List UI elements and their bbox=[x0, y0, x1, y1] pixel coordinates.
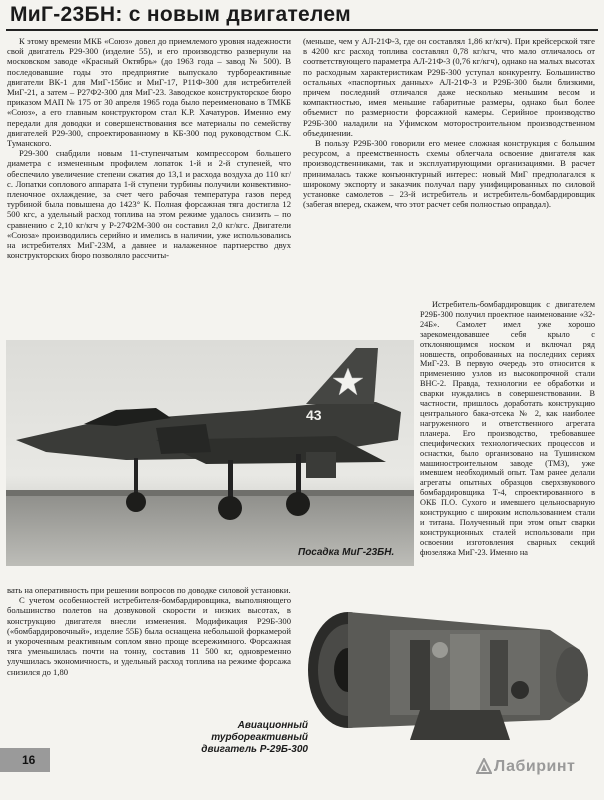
page-number: 16 bbox=[22, 753, 36, 767]
paragraph: Р29-300 снабдили новым 11-ступенчатым компрессором большего диаметра с измененным профилем лопаток 1-й и 2-й ступеней, что обеспечило увеличение степени сжатия до 13,1 и расхода воздуха до 110 кг/с. Лопатки соплового аппарата 1-й ступени турбины получили конвективно-пленочное охлаждение, за счет чего рабочая температура газов перед турбиной была повышена до 1423° К. Полная форсажная тяга достигла 12 500 кгс, а удельный расход топлива на этом режиме удалось снизить – по сравнению с 2,10 кг/кгч у Р-27Ф2М-300 он составил 2,0 кг/кгс. Двигатели «Союза» производились серийно и имелись в наличии, уже использовались на истребителях МиГ-23М, а давнее и налаженное партнерство двух конструкторских бюро позволяло рассчиты- bbox=[7, 148, 291, 261]
paragraph: вать на оперативность при решении вопросов по доводке силовой установки. bbox=[7, 585, 291, 595]
paragraph: (меньше, чем у АЛ-21Ф-3, где он составлял 1,86 кг/кгч). При крейсерской тяге в 4200 кгс расход топлива составлял 0,78 кг/кгч, что мало отличалось от соответствующего параметра АЛ-21Ф-3 (0,76 кг/кгч), однако на малых высотах по расходным характеристикам Р29Б-300 уступал конкуренту. Большинство остальных «паспортных данных» АЛ-21Ф-3 и Р29Б-300 были близкими, причем последний отличался даже несколько меньшим весом и компактностью, имея меньшие габаритные размеры, однако был более объемист по размерности форсажной камеры. Серийное производство Р29Б-300 наладили на Уфимском моторостроительном производственном объединении. bbox=[303, 36, 595, 138]
engine-photo bbox=[300, 590, 600, 750]
paragraph: Истребитель-бомбардировщик с двигателем Р29Б-300 получил проектное наименование «32-24Б». Самолет имел уже хорошо зарекомендовавшее себя крыло с отклоняющимся носком и включал ряд новшеств, опробованных на последних сериях МиГ-23. В первую очередь это относится к применению узлов из высокопрочной стали ВНС-2. Правда, технологии ее обработки и сварки нуждались в совершенствовании. В частности, пришлось доработать конструкцию центрального бака-отсека № 2, как наиболее нагруженного и ответственного агрегата планера. Его производство, требовавшее специфических технологических процессов и оснастки, было организовано на Тушинском машиностроительном заводе (ТМЗ), уже имевшем необходимый опыт. Там ранее делали агрегаты опытных образцов сверхзвукового бомбардировщика Т-4, спроектированного в ОКБ П.О. Сухого и имевшего цельносварную конструкцию с широким использованием стали и титана. Полученный при этом опыт сварки конструкционных сталей использовали при освоении изготовления сварных секций фюзеляжа МиГ-23. Именно на bbox=[420, 300, 595, 557]
right-column-top bbox=[303, 36, 595, 209]
engine-caption-line1: Авиационный турбореактивный bbox=[211, 720, 308, 743]
paragraph: К этому времени МКБ «Союз» довел до приемлемого уровня надежности свой двигатель Р29-300 (изделие 55), и его производство развернули на московском заводе «Красный Октябрь» (до 1963 года – завод № 500). В последовавшие годы это предприятие выпускало турбореактивные двигатели ВК-1 для МиГ-15бис и МиГ-17, Р11Ф-300 для истребителей МиГ-21, а затем – Р27Ф2-300 для МиГ-23. Заводское конструкторское бюро приказом МАП № 175 от 30 апреля 1965 года было переименовано в ТМКБ «Союз», а его главным конструктором стал К.Р. Хачатуров. Именно ему передали для доводки и совершенствования все материалы по семейству двигателей Р29-300, спроектированному в КБ-300 под руководством С.К. Туманского. bbox=[7, 36, 291, 149]
labirint-logo bbox=[476, 758, 575, 776]
bottom-left-column bbox=[7, 585, 291, 677]
engine-photo-caption bbox=[148, 720, 308, 756]
engine-caption-line2: двигатель Р-29Б-300 bbox=[201, 744, 308, 755]
title-rule bbox=[6, 29, 598, 31]
logo-text: Лабиринт bbox=[494, 758, 576, 775]
page-number-tab bbox=[0, 748, 50, 772]
paragraph: С учетом особенностей истребителя-бомбардировщика, выполняющего большинство полетов на дозвуковой скорости и низких высотах, в конструкцию двигателя внесли изменения. Модификация Р29Б-300 («бомбардировочный», изделие 55Б) была оснащена небольшой форкамерой и укороченным реактивным соплом явно проще всережимного. Форсажная тяга уменьшилась почти на тонну, составив 11 500 кг, одновременно улучшилась экономичность, и удельный расход топлива на режиме форсажа снизился до 1,80 bbox=[7, 595, 291, 677]
aircraft-landing-photo bbox=[6, 340, 414, 566]
tail-number: 43 bbox=[306, 407, 322, 423]
page-title: МиГ-23БН: с новым двигателем bbox=[10, 3, 351, 26]
left-column bbox=[7, 36, 291, 260]
aircraft-photo-caption: Посадка МиГ-23БН. bbox=[298, 547, 395, 558]
paragraph: В пользу Р29Б-300 говорили его менее сложная конструкция с большим ресурсом, а преемственность схемы облегчала освоение двигателя как производственниками, так и эксплуатирующими организациями. В расчет принималась также конъюнктурный интерес: новый МиГ предполагался к широкому экспорту и заказчик получал пару унифицированных по силовой установке самолетов – 23-й истребитель и истребитель-бомбардировщик (забегая вперед, скажем, что этот расчет себя полностью оправдал). bbox=[303, 138, 595, 210]
maze-icon bbox=[476, 758, 492, 774]
right-column-bottom bbox=[420, 300, 595, 558]
